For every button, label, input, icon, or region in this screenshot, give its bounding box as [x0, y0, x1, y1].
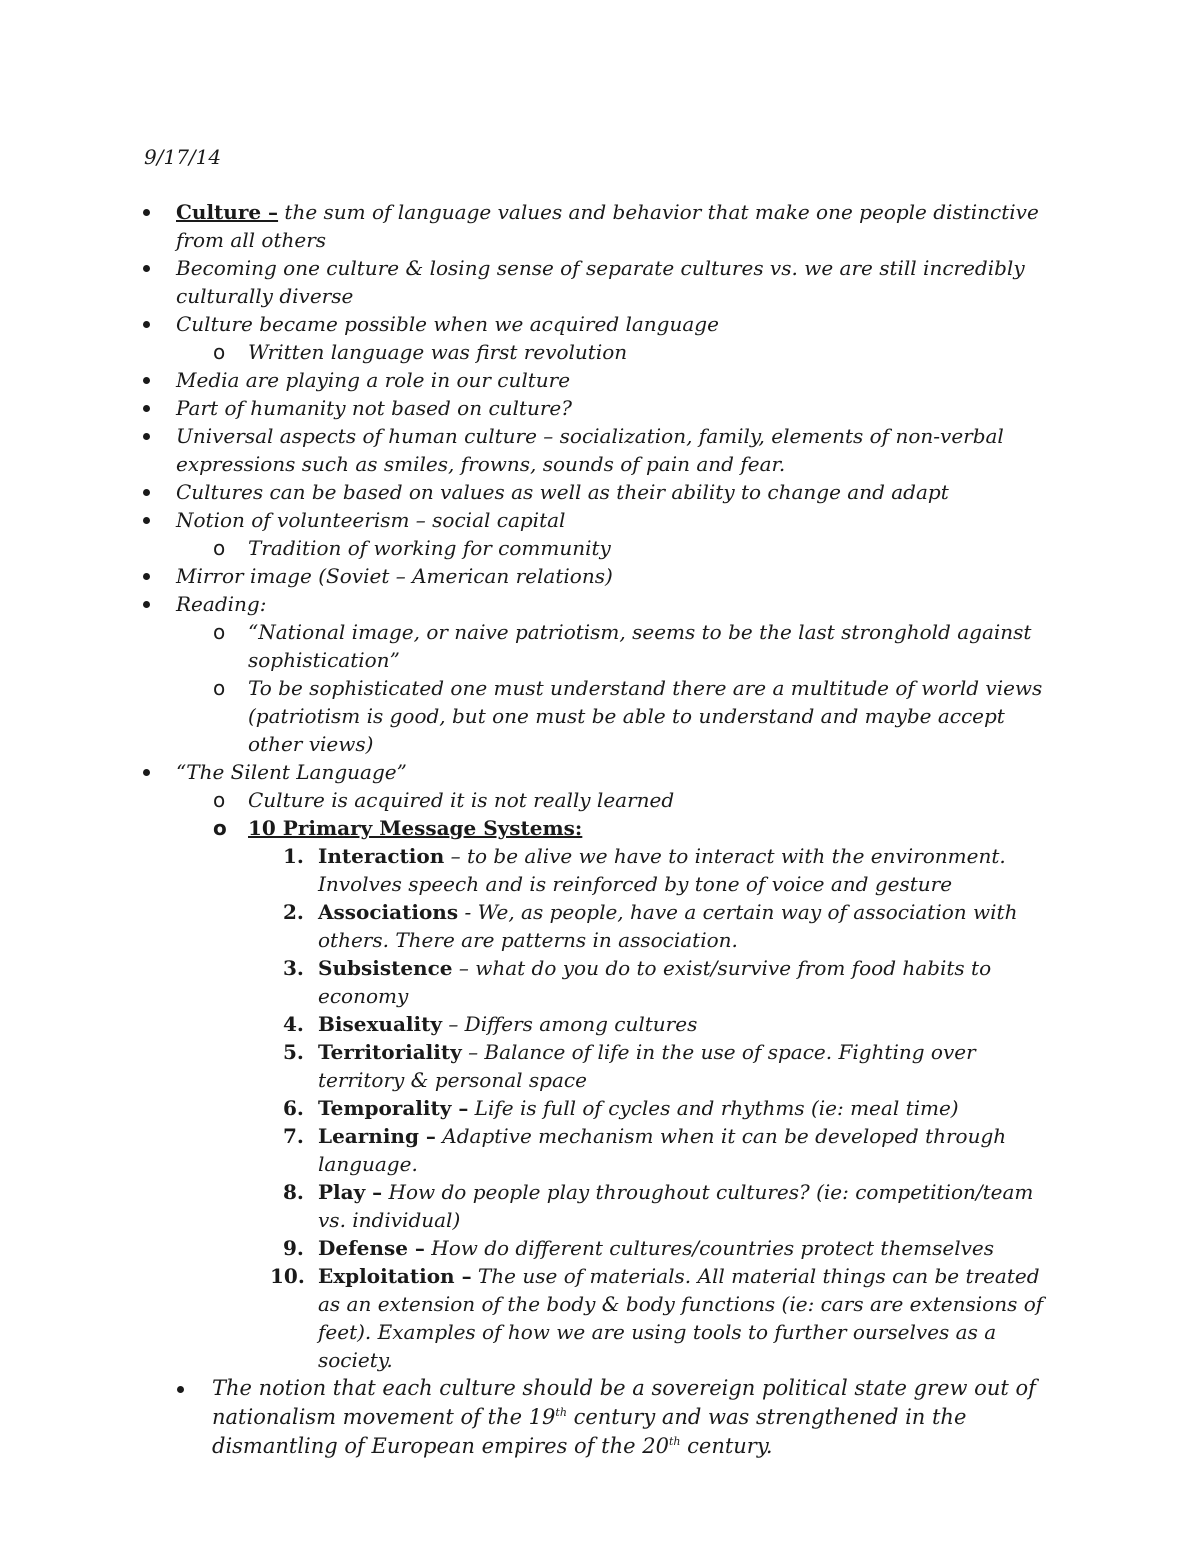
system-term: Territoriality	[318, 1040, 462, 1064]
system-item	[0, 1262, 1200, 1374]
bullet-icon	[143, 601, 150, 608]
sub-item	[0, 338, 1200, 366]
item-number: 1.	[283, 844, 304, 868]
item-text: Media are playing a role in our culture	[176, 368, 571, 392]
system-term: Exploitation –	[318, 1264, 472, 1288]
system-text: – Balance of life in the use of space. Fighting over territory & personal space	[318, 1040, 976, 1092]
item-number: 7.	[283, 1124, 304, 1148]
system-text: – what do you do to exist/survive from food habits to economy	[318, 956, 992, 1008]
sub-item	[0, 814, 1200, 842]
system-term: Bisexuality	[318, 1012, 442, 1036]
system-text: The use of materials. All material things can be treated as an extension of the body & body functions (ie: cars are extensions of feet). Examples of how we are using tools to further ourselves as a society.	[318, 1264, 1044, 1372]
list-item	[0, 590, 1200, 618]
circle-bullet-icon: o	[213, 620, 226, 644]
notes-list	[0, 198, 1200, 1461]
list-item	[0, 198, 1200, 254]
system-text: Life is full of cycles and rhythms (ie: meal time)	[468, 1096, 959, 1120]
system-term: Defense –	[318, 1236, 425, 1260]
item-text: Mirror image (Soviet – American relations)	[176, 564, 613, 588]
item-text: Becoming one culture & losing sense of separate cultures vs. we are still incredibly culturally diverse	[176, 256, 1025, 308]
closing-text-2: century and was strengthened in the dismantling of European empires of the 20	[212, 1405, 967, 1458]
list-item	[0, 562, 1200, 590]
sub-item-text: Written language was first revolution	[248, 340, 628, 364]
item-text: Universal aspects of human culture – socialization, family, elements of non-verbal expressions such as smiles, frowns, sounds of pain and fear.	[176, 424, 1004, 476]
bullet-icon	[143, 769, 150, 776]
system-text: – to be alive we have to interact with the environment. Involves speech and is reinforced by tone of voice and gesture	[318, 844, 1006, 896]
item-number: 9.	[283, 1236, 304, 1260]
item-number: 8.	[283, 1180, 304, 1204]
item-text: Cultures can be based on values as well as their ability to change and adapt	[176, 480, 949, 504]
term-culture: Culture –	[176, 200, 279, 224]
system-text: How do people play throughout cultures? (ie: competition/team vs. individual)	[318, 1180, 1034, 1232]
item-number: 5.	[283, 1040, 304, 1064]
system-item	[0, 1094, 1200, 1122]
bullet-icon	[143, 433, 150, 440]
system-term: Interaction	[318, 844, 445, 868]
item-number: 6.	[283, 1096, 304, 1120]
system-item	[0, 954, 1200, 1010]
sub-item-text: “National image, or naive patriotism, seems to be the last stronghold against sophistication”	[248, 620, 1032, 672]
system-item	[0, 1038, 1200, 1094]
superscript: th	[555, 1406, 567, 1419]
circle-bullet-icon: o	[213, 788, 226, 812]
bullet-icon	[143, 573, 150, 580]
bullet-icon	[143, 377, 150, 384]
system-term: Subsistence	[318, 956, 453, 980]
system-item	[0, 1178, 1200, 1234]
circle-bullet-icon: o	[213, 816, 227, 840]
system-item	[0, 898, 1200, 954]
sub-item	[0, 534, 1200, 562]
sub-item-text: Tradition of working for community	[248, 536, 611, 560]
sub-item	[0, 618, 1200, 674]
closing-text-3: century.	[680, 1434, 773, 1458]
bullet-icon	[143, 405, 150, 412]
system-text: – Differs among cultures	[441, 1012, 698, 1036]
system-item	[0, 842, 1200, 898]
item-number: 3.	[283, 956, 304, 980]
system-term: Temporality –	[318, 1096, 469, 1120]
item-text: the sum of language values and behavior that make one people distinctive from all others	[176, 200, 1039, 252]
note-date: 9/17/14	[144, 145, 222, 169]
sub-item	[0, 786, 1200, 814]
sub-item-text: To be sophisticated one must understand there are a multitude of world views (patriotism is good, but one must be able to understand and maybe accept other views)	[248, 676, 1043, 756]
item-text: “The Silent Language”	[176, 760, 407, 784]
list-item	[0, 394, 1200, 422]
item-text: Notion of volunteerism – social capital	[176, 508, 566, 532]
item-number: 2.	[283, 900, 304, 924]
item-text: Culture became possible when we acquired language	[176, 312, 719, 336]
bullet-icon	[143, 321, 150, 328]
system-item	[0, 1010, 1200, 1038]
system-text: - We, as people, have a certain way of association with others. There are patterns in association.	[318, 900, 1018, 952]
system-term: Associations	[318, 900, 459, 924]
bullet-icon	[177, 1386, 184, 1393]
item-text: Part of humanity not based on culture?	[176, 396, 572, 420]
list-item	[0, 478, 1200, 506]
item-text: Reading:	[176, 592, 267, 616]
item-number: 4.	[283, 1012, 304, 1036]
sub-item-text: Culture is acquired it is not really learned	[248, 788, 675, 812]
bullet-icon	[143, 489, 150, 496]
bullet-icon	[143, 517, 150, 524]
systems-heading: 10 Primary Message Systems:	[248, 816, 583, 840]
list-item	[0, 366, 1200, 394]
system-item	[0, 1234, 1200, 1262]
item-number: 10.	[270, 1264, 305, 1288]
bullet-icon	[143, 265, 150, 272]
list-item	[0, 310, 1200, 338]
system-item	[0, 1122, 1200, 1178]
list-item	[0, 254, 1200, 310]
closing-text-1: The notion that each culture should be a sovereign political state grew out of nationalism movement of the 19	[212, 1376, 1036, 1429]
circle-bullet-icon: o	[213, 340, 226, 364]
circle-bullet-icon: o	[213, 536, 226, 560]
superscript: th	[668, 1435, 681, 1448]
system-term: Play –	[318, 1180, 383, 1204]
system-term: Learning –	[318, 1124, 436, 1148]
list-item	[0, 758, 1200, 786]
circle-bullet-icon: o	[213, 676, 226, 700]
closing-item	[0, 1374, 1200, 1461]
bullet-icon	[143, 209, 150, 216]
list-item	[0, 506, 1200, 534]
system-text: Adaptive mechanism when it can be developed through language.	[318, 1124, 1007, 1176]
sub-item	[0, 674, 1200, 758]
list-item	[0, 422, 1200, 478]
system-text: How do different cultures/countries protect themselves	[424, 1236, 995, 1260]
